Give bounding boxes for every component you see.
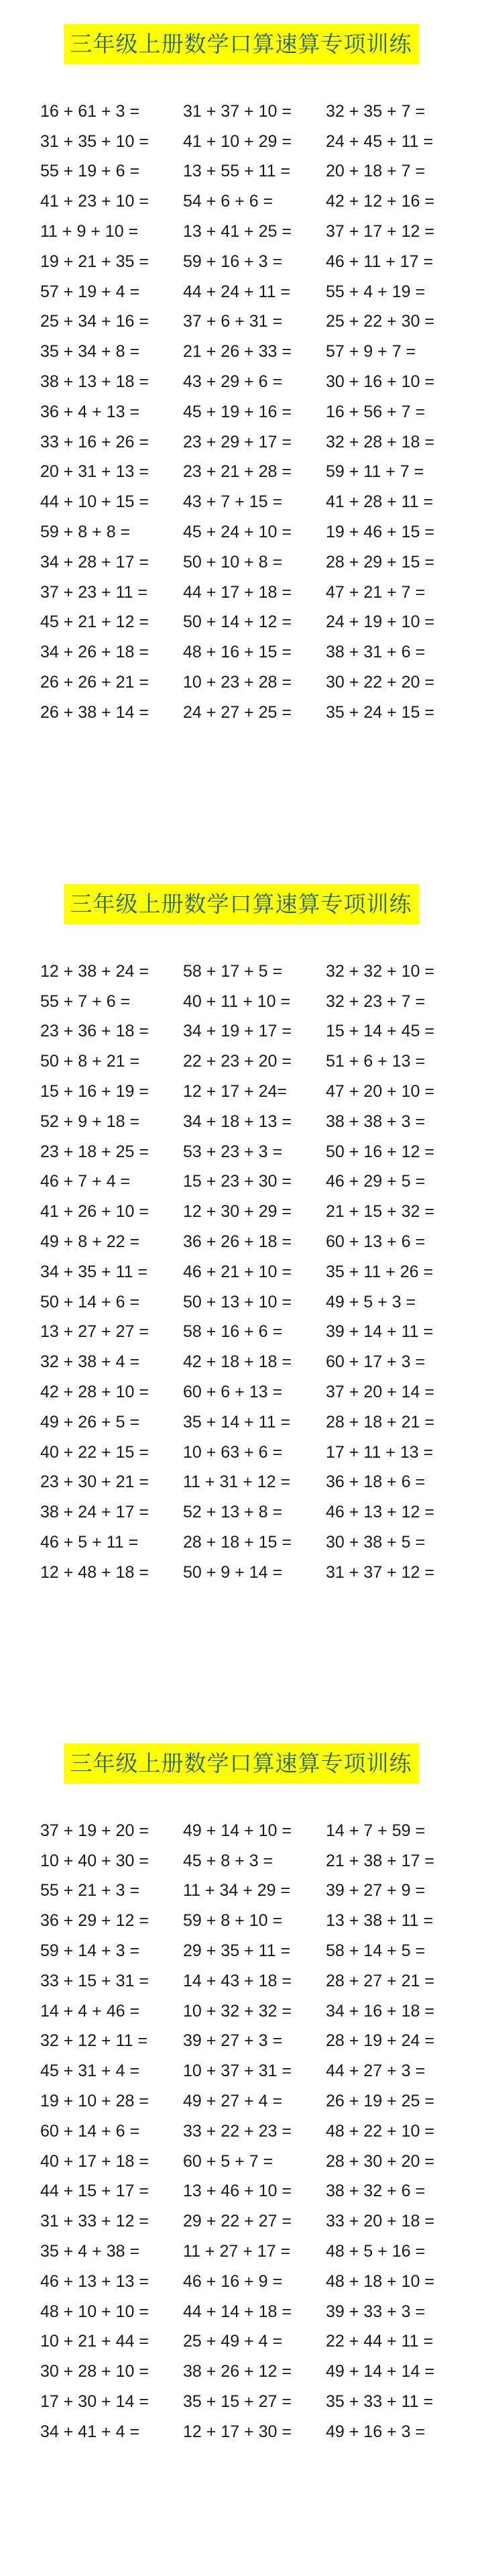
problem-row [40,2237,469,2267]
math-problem: 41 + 26 + 10 = [40,1202,149,1222]
title-bar [0,24,482,68]
math-problem: 23 + 30 + 21 = [40,1472,149,1492]
math-problem: 30 + 16 + 10 = [326,372,434,392]
problem-row [40,1167,469,1197]
math-problem: 59 + 8 + 8 = [40,523,131,542]
math-problem: 37 + 19 + 20 = [40,1821,149,1840]
problem-row [40,458,469,488]
problem-row [40,1107,469,1137]
problem-row [40,608,469,638]
math-problem: 34 + 35 + 11 = [40,1262,148,1281]
math-problem: 10 + 40 + 30 = [40,1851,149,1870]
math-problem: 53 + 23 + 3 = [183,1142,283,1161]
problem-row [40,1227,469,1257]
math-problem: 60 + 17 + 3 = [326,1352,426,1372]
math-problem: 40 + 11 + 10 = [183,991,291,1011]
math-problem: 46 + 21 + 10 = [183,1262,292,1281]
math-problem: 17 + 11 + 13 = [326,1442,434,1462]
math-problem: 49 + 8 + 22 = [40,1232,140,1252]
math-problem: 54 + 6 + 6 = [183,192,274,211]
problem-row [40,1347,469,1377]
math-problem: 58 + 14 + 5 = [326,1941,426,1961]
math-problem: 39 + 27 + 9 = [326,1881,426,1900]
math-problem: 46 + 7 + 4 = [40,1172,131,1191]
problem-row [40,1017,469,1047]
math-problem: 28 + 19 + 24 = [326,2031,434,2051]
math-problem: 35 + 24 + 15 = [326,702,434,722]
problem-grid [40,1816,469,2447]
math-problem: 25 + 49 + 4 = [183,2332,283,2351]
math-problem: 38 + 31 + 6 = [326,643,426,662]
math-problem: 42 + 12 + 16 = [326,192,434,211]
math-problem: 17 + 30 + 14 = [40,2392,149,2412]
math-problem: 10 + 37 + 31 = [183,2061,292,2081]
math-problem: 31 + 35 + 10 = [40,131,149,151]
problem-row [40,2116,469,2147]
math-problem: 35 + 14 + 11 = [183,1412,291,1432]
problem-row [40,2297,469,2327]
math-problem: 15 + 23 + 30 = [183,1172,292,1191]
worksheet-title: 三年级上册数学口算速算专项训练 [64,1743,419,1784]
math-problem: 13 + 27 + 27 = [40,1322,149,1342]
problem-row [40,2177,469,2207]
math-problem: 34 + 41 + 4 = [40,2422,140,2441]
math-problem: 28 + 29 + 15 = [326,552,434,572]
math-problem: 10 + 63 + 6 = [183,1442,283,1462]
math-problem: 39 + 27 + 3 = [183,2031,283,2051]
math-problem: 37 + 23 + 11 = [40,582,148,602]
worksheet-1 [0,24,482,722]
math-problem: 11 + 9 + 10 = [40,222,139,241]
math-problem: 32 + 32 + 10 = [326,961,434,981]
math-problem: 57 + 19 + 4 = [40,282,140,301]
title-bar [0,1743,482,1788]
problem-row [40,517,469,547]
math-problem: 38 + 13 + 18 = [40,372,149,392]
math-problem: 48 + 22 + 10 = [326,2121,434,2141]
math-problem: 32 + 28 + 18 = [326,432,434,451]
problem-row [40,667,469,698]
math-problem: 46 + 13 + 13 = [40,2271,149,2291]
problem-row [40,987,469,1017]
math-problem: 41 + 10 + 29 = [183,131,292,151]
math-problem: 13 + 55 + 11 = [183,162,291,181]
math-problem: 20 + 18 + 7 = [326,162,426,181]
math-problem: 29 + 35 + 11 = [183,1941,291,1961]
math-problem: 15 + 14 + 45 = [326,1022,434,1041]
math-problem: 19 + 46 + 15 = [326,523,434,542]
math-problem: 11 + 34 + 29 = [183,1881,291,1900]
math-problem: 29 + 22 + 27 = [183,2212,292,2231]
math-problem: 50 + 9 + 14 = [183,1562,283,1582]
problem-row [40,2206,469,2237]
math-problem: 12 + 48 + 18 = [40,1562,149,1582]
worksheet-3 [0,1743,482,2441]
math-problem: 32 + 38 + 4 = [40,1352,140,1372]
worksheet-title: 三年级上册数学口算速算专项训练 [64,884,419,924]
math-problem: 44 + 17 + 18 = [183,582,292,602]
problem-row [40,1257,469,1287]
math-problem: 40 + 22 + 15 = [40,1442,149,1462]
math-problem: 34 + 19 + 17 = [183,1022,292,1041]
math-problem: 49 + 16 + 3 = [326,2422,426,2441]
problem-row [40,698,469,728]
problem-row [40,1846,469,1876]
math-problem: 41 + 23 + 10 = [40,192,149,211]
math-problem: 36 + 18 + 6 = [326,1472,426,1492]
math-problem: 33 + 15 + 31 = [40,1971,149,1990]
math-problem: 30 + 22 + 20 = [326,673,434,692]
math-problem: 21 + 38 + 17 = [326,1851,434,1870]
math-problem: 48 + 10 + 10 = [40,2302,149,2321]
problem-row [40,1377,469,1407]
math-problem: 50 + 14 + 12 = [183,612,292,632]
math-problem: 38 + 26 + 12 = [183,2362,292,2381]
math-problem: 28 + 30 + 20 = [326,2151,434,2171]
math-problem: 23 + 36 + 18 = [40,1022,149,1041]
math-problem: 34 + 18 + 13 = [183,1112,292,1131]
problem-row [40,1996,469,2027]
math-problem: 31 + 37 + 10 = [183,101,292,121]
math-problem: 25 + 22 + 30 = [326,312,434,331]
math-problem: 43 + 29 + 6 = [183,372,283,392]
problem-row [40,307,469,337]
math-problem: 35 + 34 + 8 = [40,342,140,362]
problem-row [40,1318,469,1348]
problem-row [40,1497,469,1527]
math-problem: 14 + 43 + 18 = [183,1971,292,1990]
problem-row [40,1906,469,1936]
math-problem: 40 + 17 + 18 = [40,2151,149,2171]
math-problem: 34 + 28 + 17 = [40,552,149,572]
math-problem: 60 + 6 + 13 = [183,1383,283,1402]
math-problem: 60 + 14 + 6 = [40,2121,140,2141]
math-problem: 28 + 18 + 15 = [183,1533,292,1552]
math-problem: 45 + 31 + 4 = [40,2061,140,2081]
math-problem: 28 + 18 + 21 = [326,1412,434,1432]
math-problem: 13 + 38 + 11 = [326,1911,434,1931]
math-problem: 52 + 9 + 18 = [40,1112,140,1131]
math-problem: 42 + 28 + 10 = [40,1383,149,1402]
math-problem: 16 + 61 + 3 = [40,101,140,121]
math-problem: 26 + 19 + 25 = [326,2092,434,2111]
math-problem: 30 + 28 + 10 = [40,2362,149,2381]
math-problem: 49 + 5 + 3 = [326,1292,416,1311]
math-problem: 13 + 46 + 10 = [183,2182,292,2201]
math-problem: 36 + 29 + 12 = [40,1911,149,1931]
problem-row [40,2267,469,2297]
problem-row [40,2417,469,2447]
problem-row [40,367,469,397]
math-problem: 59 + 11 + 7 = [326,462,424,482]
math-problem: 57 + 9 + 7 = [326,342,416,362]
problem-row [40,397,469,427]
math-problem: 23 + 29 + 17 = [183,432,292,451]
math-problem: 38 + 32 + 6 = [326,2182,426,2201]
math-problem: 47 + 20 + 10 = [326,1082,434,1102]
math-problem: 46 + 5 + 11 = [40,1533,139,1552]
math-problem: 35 + 4 + 38 = [40,2242,140,2261]
problem-row [40,157,469,187]
math-problem: 45 + 21 + 12 = [40,612,149,632]
math-problem: 32 + 35 + 7 = [326,101,426,121]
math-problem: 33 + 22 + 23 = [183,2121,292,2141]
math-problem: 14 + 4 + 46 = [40,2001,140,2021]
math-problem: 13 + 41 + 25 = [183,222,292,241]
problem-row [40,1816,469,1846]
math-problem: 21 + 26 + 33 = [183,342,292,362]
problem-row [40,578,469,608]
math-problem: 52 + 13 + 8 = [183,1503,283,1522]
math-problem: 33 + 16 + 26 = [40,432,149,451]
math-problem: 35 + 15 + 27 = [183,2392,292,2412]
math-problem: 46 + 13 + 12 = [326,1503,434,1522]
math-problem: 26 + 38 + 14 = [40,702,149,722]
math-problem: 46 + 16 + 9 = [183,2271,283,2291]
math-problem: 37 + 17 + 12 = [326,222,434,241]
problem-row [40,1407,469,1438]
math-problem: 44 + 24 + 11 = [183,282,291,301]
math-problem: 46 + 11 + 17 = [326,252,434,271]
math-problem: 34 + 16 + 18 = [326,2001,434,2021]
math-problem: 11 + 31 + 12 = [183,1472,291,1492]
problem-row [40,2327,469,2357]
math-problem: 50 + 16 + 12 = [326,1142,434,1161]
math-problem: 25 + 34 + 16 = [40,312,149,331]
math-problem: 55 + 7 + 6 = [40,991,131,1011]
math-problem: 49 + 27 + 4 = [183,2092,283,2111]
math-problem: 23 + 21 + 28 = [183,462,292,482]
math-problem: 58 + 16 + 6 = [183,1322,283,1342]
math-problem: 42 + 18 + 18 = [183,1352,292,1372]
problem-row [40,2027,469,2057]
problem-row [40,2357,469,2387]
math-problem: 45 + 19 + 16 = [183,402,292,421]
math-problem: 55 + 19 + 6 = [40,162,140,181]
problem-row [40,1197,469,1227]
math-problem: 38 + 24 + 17 = [40,1503,149,1522]
problem-row [40,637,469,667]
worksheet-title: 三年级上册数学口算速算专项训练 [64,24,419,64]
problem-row [40,1966,469,1996]
problem-row [40,1876,469,1907]
math-problem: 48 + 5 + 16 = [326,2242,426,2261]
problem-row [40,1558,469,1588]
problem-row [40,247,469,277]
math-problem: 16 + 56 + 7 = [326,402,426,421]
problem-row [40,277,469,307]
math-problem: 58 + 17 + 5 = [183,961,283,981]
problem-row [40,957,469,987]
math-problem: 46 + 29 + 5 = [326,1172,426,1191]
math-problem: 32 + 12 + 11 = [40,2031,148,2051]
title-bar [0,884,482,928]
problem-grid [40,957,469,1588]
math-problem: 39 + 14 + 11 = [326,1322,434,1342]
math-problem: 21 + 15 + 32 = [326,1202,434,1222]
math-problem: 59 + 8 + 10 = [183,1911,283,1931]
problem-row [40,217,469,247]
math-problem: 31 + 33 + 12 = [40,2212,149,2231]
math-problem: 60 + 13 + 6 = [326,1232,426,1252]
math-problem: 48 + 18 + 10 = [326,2271,434,2291]
math-problem: 35 + 11 + 26 = [326,1262,434,1281]
math-problem: 44 + 27 + 3 = [326,2061,426,2081]
math-problem: 41 + 28 + 11 = [326,492,434,512]
problem-row [40,2147,469,2177]
math-problem: 19 + 10 + 28 = [40,2092,149,2111]
problem-row [40,1438,469,1468]
math-problem: 22 + 23 + 20 = [183,1052,292,1071]
math-problem: 37 + 20 + 14 = [326,1383,434,1402]
problem-row [40,127,469,157]
math-problem: 51 + 6 + 13 = [326,1052,426,1071]
math-problem: 44 + 15 + 17 = [40,2182,149,2201]
math-problem: 49 + 14 + 10 = [183,1821,292,1840]
problem-row [40,2387,469,2417]
math-problem: 36 + 26 + 18 = [183,1232,292,1252]
math-problem: 47 + 21 + 7 = [326,582,426,602]
math-problem: 30 + 38 + 5 = [326,1533,426,1552]
math-problem: 45 + 8 + 3 = [183,1851,274,1870]
problem-row [40,1077,469,1107]
math-problem: 15 + 16 + 19 = [40,1082,149,1102]
math-problem: 24 + 45 + 11 = [326,131,434,151]
math-problem: 55 + 21 + 3 = [40,1881,140,1900]
math-problem: 10 + 21 + 44 = [40,2332,149,2351]
math-problem: 43 + 7 + 15 = [183,492,283,512]
math-problem: 60 + 5 + 7 = [183,2151,274,2171]
math-problem: 55 + 4 + 19 = [326,282,426,301]
problem-row [40,547,469,578]
math-problem: 50 + 13 + 10 = [183,1292,292,1311]
math-problem: 44 + 14 + 18 = [183,2302,292,2321]
math-problem: 33 + 20 + 18 = [326,2212,434,2231]
math-problem: 44 + 10 + 15 = [40,492,149,512]
math-problem: 32 + 23 + 7 = [326,991,426,1011]
problem-row [40,186,469,217]
math-problem: 59 + 14 + 3 = [40,1941,140,1961]
math-problem: 35 + 33 + 11 = [326,2392,434,2412]
math-problem: 24 + 19 + 10 = [326,612,434,632]
math-problem: 38 + 38 + 3 = [326,1112,426,1131]
math-problem: 20 + 31 + 13 = [40,462,149,482]
math-problem: 36 + 4 + 13 = [40,402,140,421]
math-problem: 50 + 10 + 8 = [183,552,283,572]
math-problem: 49 + 14 + 14 = [326,2362,434,2381]
math-problem: 26 + 26 + 21 = [40,673,149,692]
problem-row [40,97,469,127]
problem-row [40,1137,469,1167]
problem-grid [40,97,469,728]
math-problem: 34 + 26 + 18 = [40,643,149,662]
problem-row [40,1046,469,1077]
worksheet-2 [0,884,482,1582]
problem-row [40,337,469,367]
math-problem: 49 + 26 + 5 = [40,1412,140,1432]
problem-row [40,1287,469,1318]
math-problem: 24 + 27 + 25 = [183,702,292,722]
math-problem: 50 + 14 + 6 = [40,1292,140,1311]
math-problem: 19 + 21 + 35 = [40,252,149,271]
math-problem: 22 + 44 + 11 = [326,2332,434,2351]
math-problem: 12 + 38 + 24 = [40,961,149,981]
math-problem: 28 + 27 + 21 = [326,1971,434,1990]
problem-row [40,1468,469,1498]
math-problem: 50 + 8 + 21 = [40,1052,140,1071]
math-problem: 59 + 16 + 3 = [183,252,283,271]
math-problem: 12 + 17 + 24= [183,1082,288,1102]
math-problem: 10 + 23 + 28 = [183,673,292,692]
problem-row [40,2056,469,2086]
math-problem: 37 + 6 + 31 = [183,312,283,331]
math-problem: 23 + 18 + 25 = [40,1142,149,1161]
math-problem: 11 + 27 + 17 = [183,2242,291,2261]
problem-row [40,1936,469,1966]
math-problem: 14 + 7 + 59 = [326,1821,426,1840]
math-problem: 48 + 16 + 15 = [183,643,292,662]
math-problem: 10 + 32 + 32 = [183,2001,292,2021]
math-problem: 39 + 33 + 3 = [326,2302,426,2321]
math-problem: 12 + 30 + 29 = [183,1202,292,1222]
problem-row [40,1527,469,1558]
problem-row [40,427,469,458]
math-problem: 12 + 17 + 30 = [183,2422,292,2441]
problem-row [40,487,469,517]
problem-row [40,2086,469,2116]
math-problem: 31 + 37 + 12 = [326,1562,434,1582]
math-problem: 45 + 24 + 10 = [183,523,292,542]
